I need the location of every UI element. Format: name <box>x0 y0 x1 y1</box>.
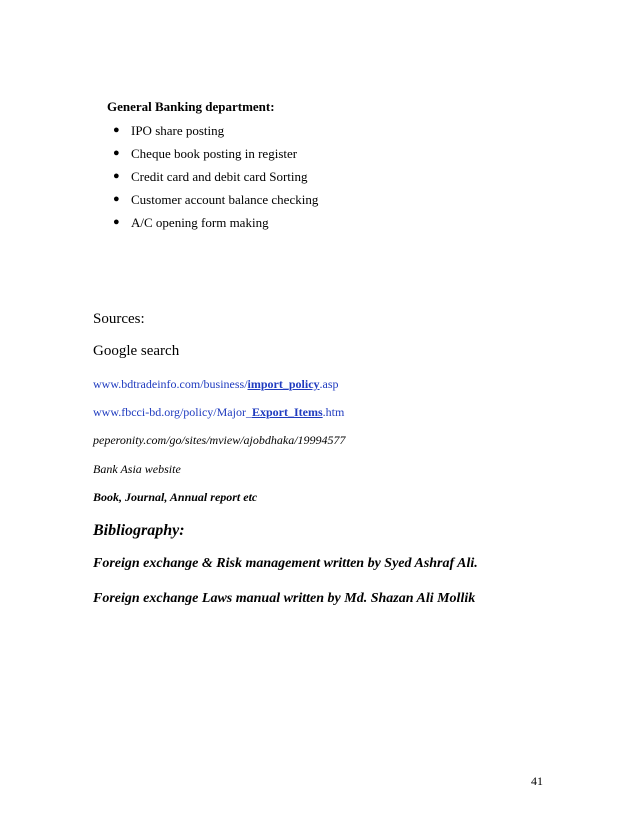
bullet-icon: ● <box>113 170 120 182</box>
bibliography-ref-2: Foreign exchange Laws manual written by Md. Shazan Ali Mollik <box>93 591 476 606</box>
department-task-list <box>113 122 318 237</box>
bank-asia-source: Bank Asia website <box>93 462 181 476</box>
list-item <box>113 168 318 191</box>
link-text-bold: Export_Items <box>251 405 323 419</box>
sources-heading: Sources: <box>93 311 145 327</box>
list-item <box>113 145 318 168</box>
list-item-text: A/C opening form making <box>131 215 269 230</box>
list-item-text: Cheque book posting in register <box>131 146 298 161</box>
list-item <box>113 214 318 237</box>
link-text-bold: import_policy <box>247 377 320 391</box>
bullet-icon: ● <box>113 216 120 228</box>
bibliography-ref-1: Foreign exchange & Risk management written by Syed Ashraf Ali. <box>93 556 478 571</box>
list-item-text: Credit card and debit card Sorting <box>131 169 308 184</box>
bullet-icon: ● <box>113 124 120 136</box>
peperonity-source: peperonity.com/go/sites/mview/ajobdhaka/19994577 <box>93 433 346 447</box>
list-item <box>113 191 318 214</box>
list-item-text: Customer account balance checking <box>131 192 319 207</box>
bdtradeinfo-link[interactable] <box>93 377 339 392</box>
google-search-source: Google search <box>93 343 180 359</box>
list-item-text: IPO share posting <box>131 123 225 138</box>
list-item <box>113 122 318 145</box>
page-number: 41 <box>531 774 543 788</box>
bullet-icon: ● <box>113 147 120 159</box>
link-text-post: .htm <box>322 405 345 419</box>
link-text-post: .asp <box>319 377 339 391</box>
bibliography-heading: Bibliography: <box>93 522 185 539</box>
link-text-pre: www.fbcci-bd.org/policy/Major_ <box>93 405 252 419</box>
department-heading: General Banking department: <box>107 99 275 114</box>
fbcci-link[interactable] <box>93 405 344 420</box>
link-text-pre: www.bdtradeinfo.com/business/ <box>93 377 248 391</box>
bullet-icon: ● <box>113 193 120 205</box>
book-journal-source: Book, Journal, Annual report etc <box>93 490 258 504</box>
